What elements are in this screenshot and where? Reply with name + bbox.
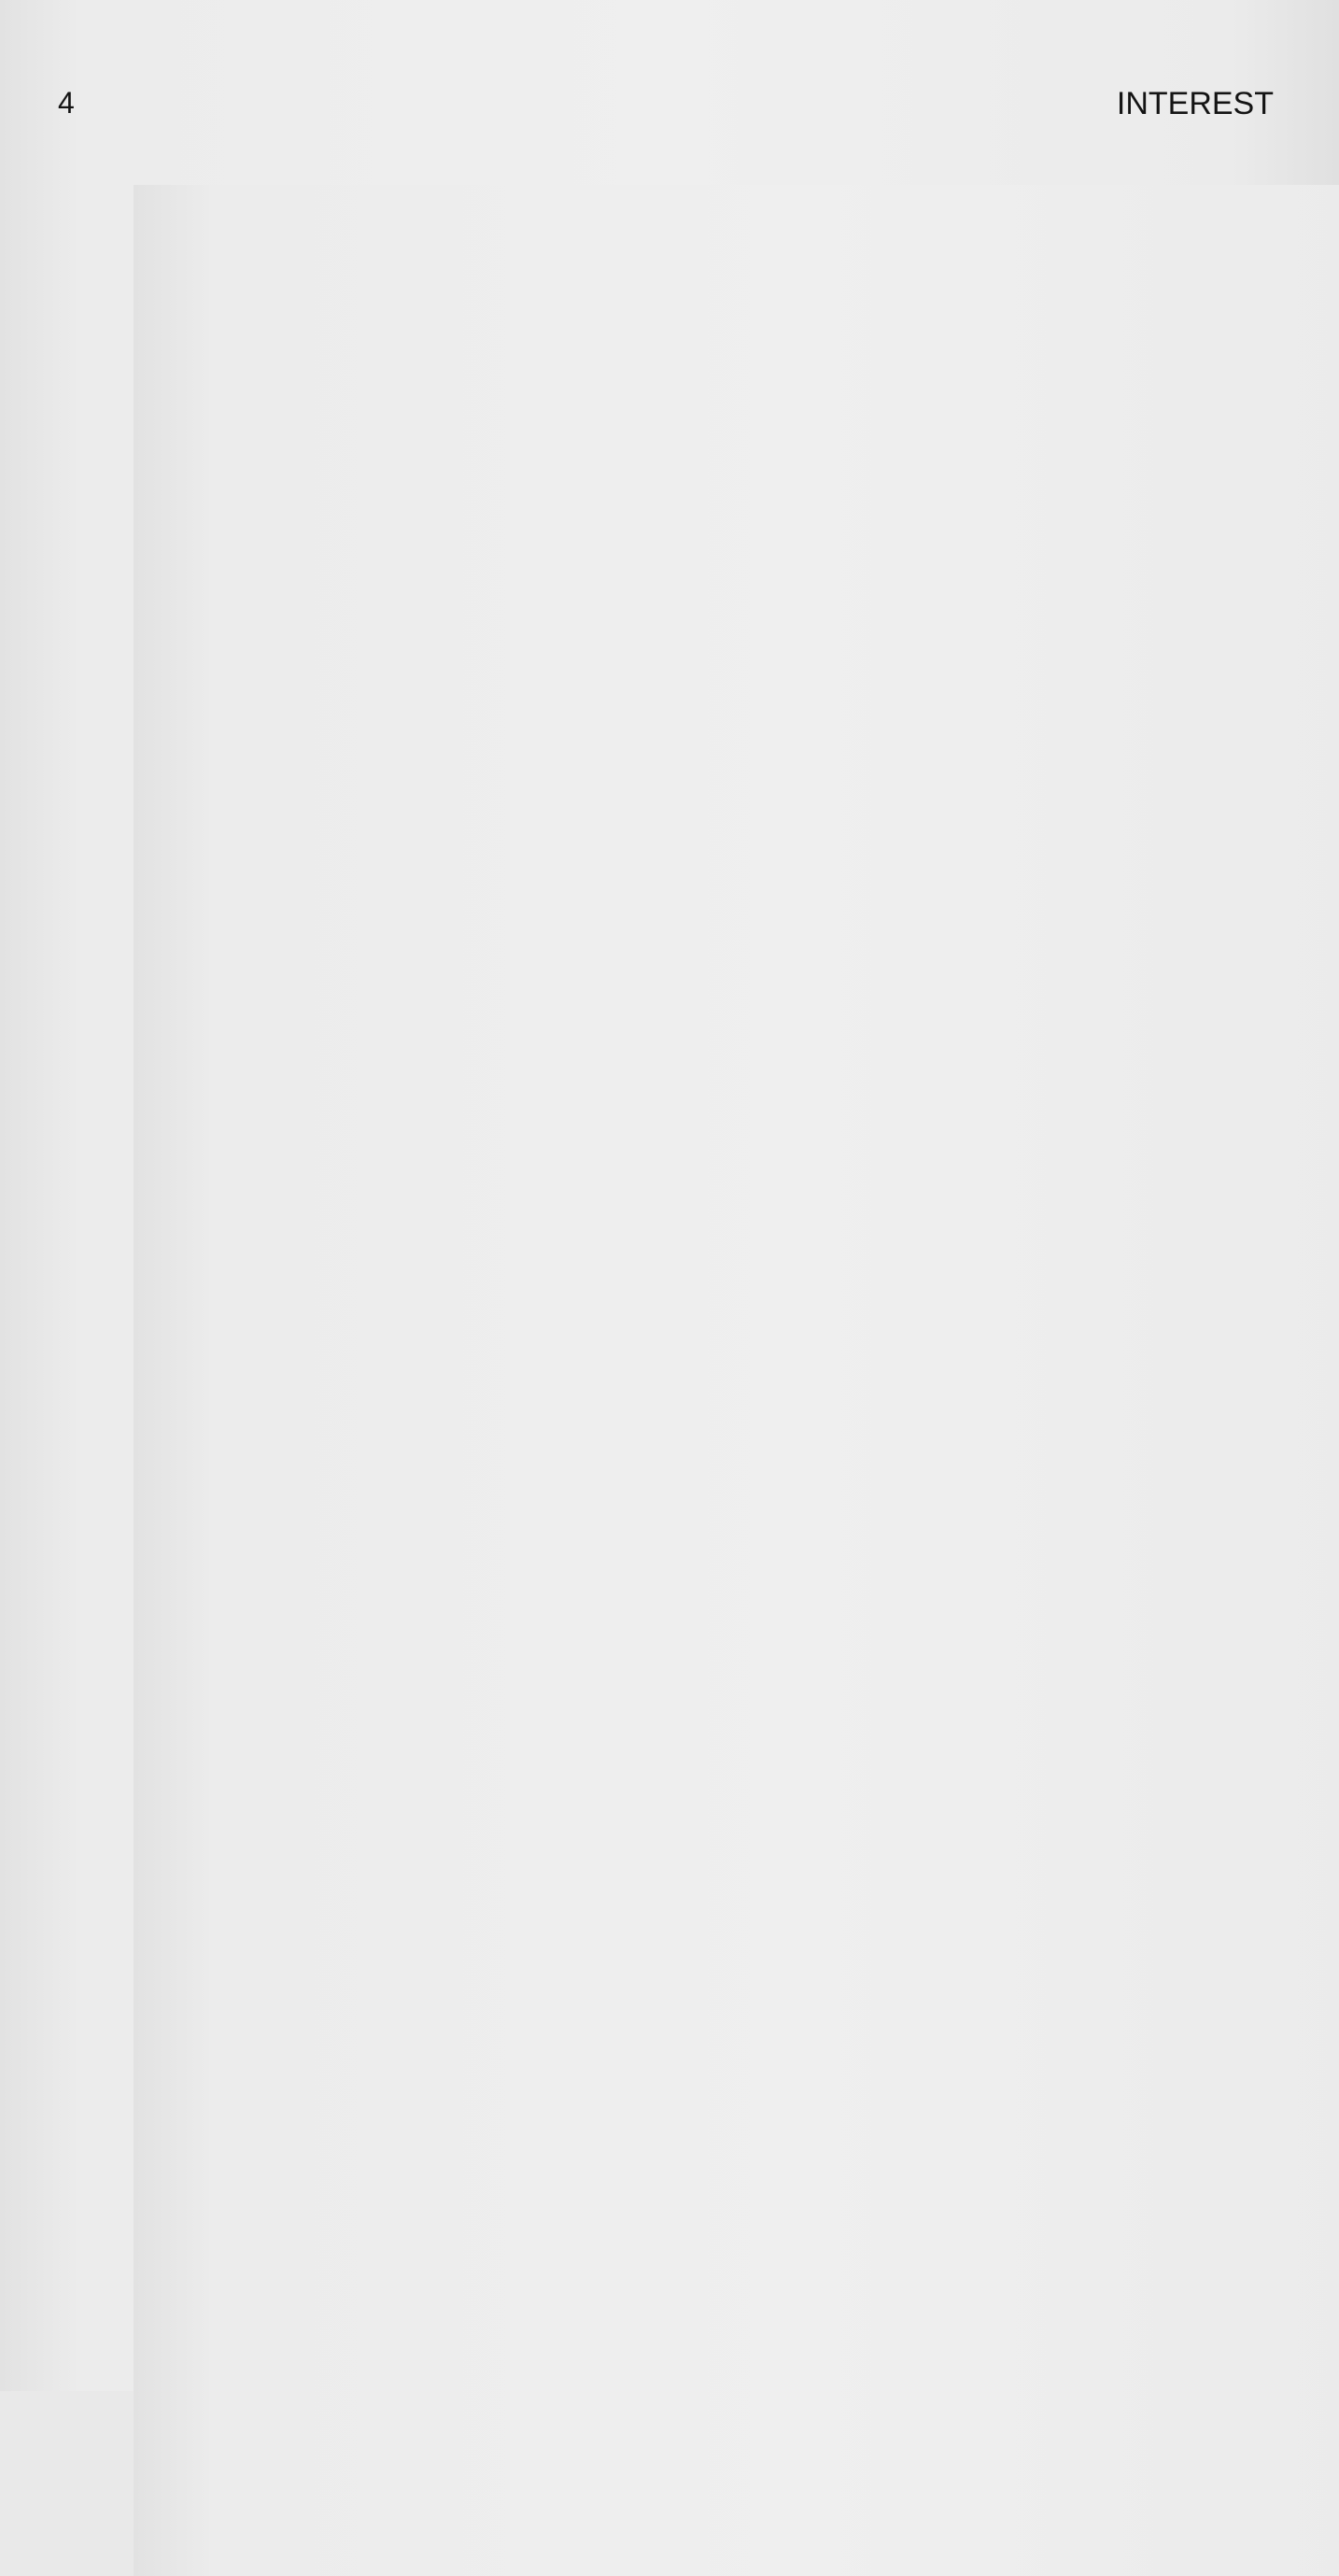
page-number: 4 xyxy=(58,86,75,120)
running-head xyxy=(58,86,1274,123)
toc-entry[interactable] xyxy=(134,2100,1276,2151)
toc-section-practical-methods xyxy=(134,1692,1276,2151)
toc-entry-page xyxy=(134,185,1339,2576)
book-title: INTEREST xyxy=(1116,86,1274,121)
table-of-contents xyxy=(134,185,1276,2151)
